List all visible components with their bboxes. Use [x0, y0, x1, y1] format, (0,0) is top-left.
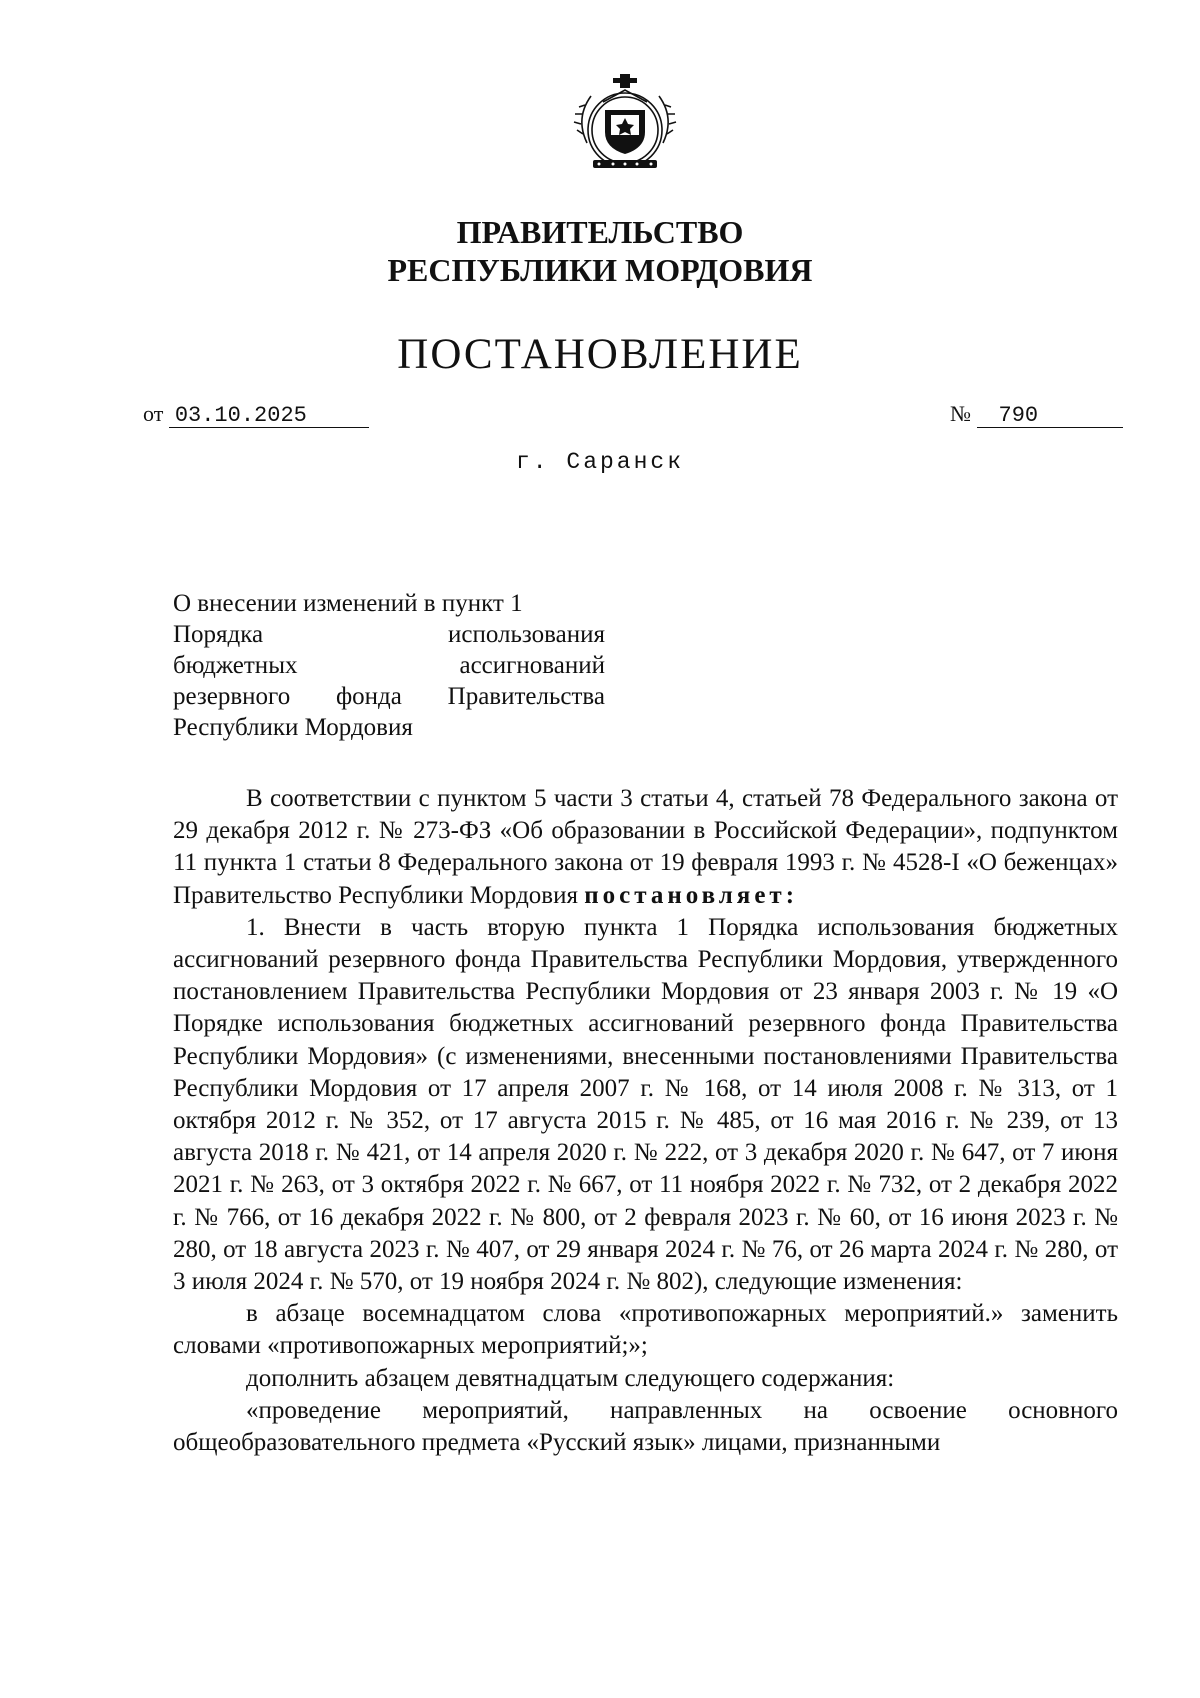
subject-line: Порядка использования: [173, 621, 605, 648]
document-number: 790: [977, 405, 1123, 428]
org-title-line2: РЕСПУБЛИКИ МОРДОВИЯ: [387, 252, 813, 288]
subject-line: Республики Мордовия: [173, 714, 413, 741]
document-subject: [173, 588, 605, 743]
preamble-text: В соответствии с пунктом 5 части 3 статьи 4, статьей 78 Федерального закона от 29 декабря 2012 г. № 273-ФЗ «Об образовании в Российской Федерации», подпунктом 11 пункта 1 статьи 8 Федерального закона от 19 февраля 1993 г. № 4528-I «О беженцах» Правительство Республики Мордовия: [173, 785, 1118, 909]
number-prefix: №: [950, 401, 971, 426]
number-line: [950, 400, 1123, 428]
resolves-keyword: постановляет:: [584, 881, 799, 909]
subject-line: О внесении изменений в пункт 1: [173, 590, 523, 617]
subject-line: бюджетных ассигнований: [173, 652, 605, 679]
item-1-paragraph: 1. Внести в часть вторую пункта 1 Порядка использования бюджетных ассигнований резервного фонда Правительства Республики Мордовия, утвержденного постановлением Правительства Республики Мордовия от 23 января 2003 г. № 19 «О Порядке использования бюджетных ассигнований резервного фонда Правительства Республики Мордовия» (с изменениями, внесенными постановлениями Правительства Республики Мордовия от 17 апреля 2007 г. № 168, от 14 июля 2008 г. № 313, от 1 октября 2012 г. № 352, от 17 августа 2015 г. № 485, от 16 мая 2016 г. № 239, от 13 августа 2018 г. № 421, от 14 апреля 2020 г. № 222, от 3 декабря 2020 г. № 647, от 7 июня 2021 г. № 263, от 3 октября 2022 г. № 667, от 11 ноября 2022 г. № 732, от 2 декабря 2022 г. № 766, от 16 декабря 2022 г. № 800, от 2 февраля 2023 г. № 60, от 16 июня 2023 г. № 280, от 18 августа 2023 г. № 407, от 29 января 2024 г. № 76, от 26 марта 2024 г. № 280, от 3 июля 2024 г. № 570, от 19 ноября 2024 г. № 802), следующие изменения:: [173, 913, 1118, 1296]
coat-of-arms-icon: [565, 68, 685, 183]
preamble-paragraph: [173, 783, 1118, 912]
document-date: 03.10.2025: [169, 405, 369, 428]
document-body: [173, 783, 1118, 1459]
new-text-paragraph: «проведение мероприятий, направленных на освоение основного общеобразовательного предмета «Русский язык» лицами, признанными: [173, 1396, 1118, 1457]
amendment-paragraph: в абзаце восемнадцатом слова «противопожарных мероприятий.» заменить словами «противопожарных мероприятий;»;: [173, 1300, 1118, 1360]
subject-line: резервного фонда Правительства: [173, 683, 605, 710]
document-type: ПОСТАНОВЛЕНИЕ: [397, 331, 803, 378]
date-line: [143, 400, 369, 428]
city-name: г. Саранск: [515, 449, 685, 475]
org-title-line1: ПРАВИТЕЛЬСТВО: [456, 214, 744, 250]
addition-paragraph: дополнить абзацем девятнадцатым следующего содержания:: [246, 1364, 895, 1392]
date-prefix: от: [143, 401, 164, 426]
